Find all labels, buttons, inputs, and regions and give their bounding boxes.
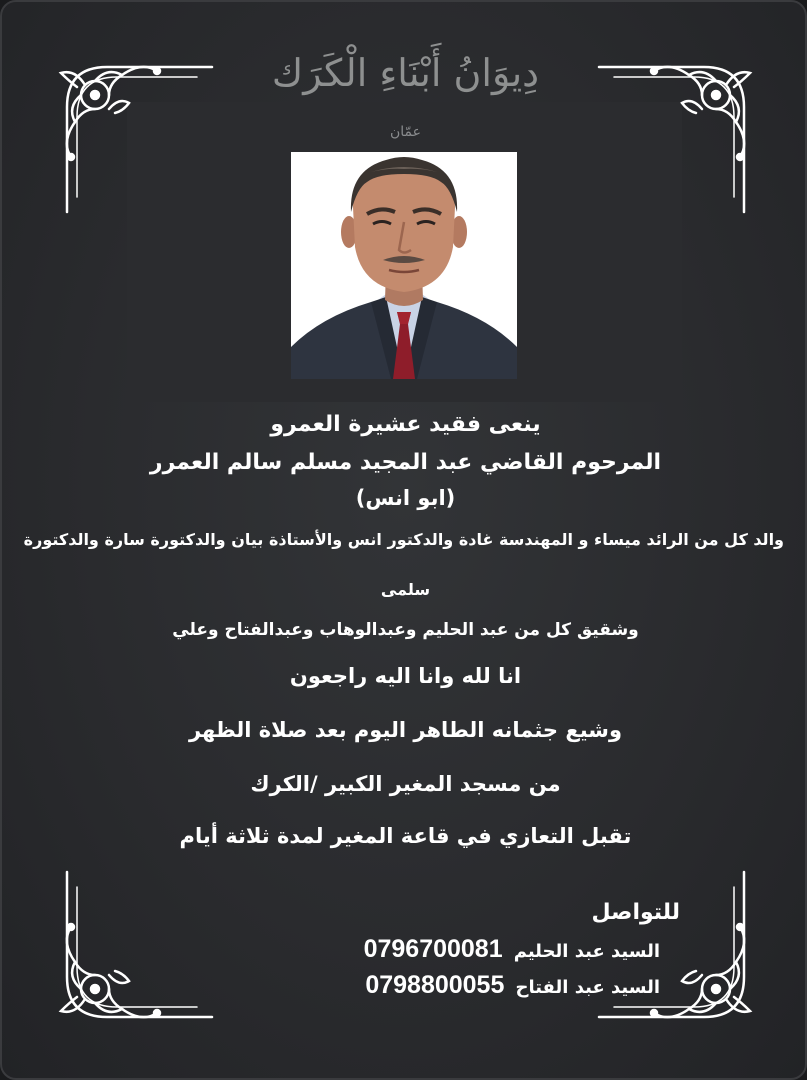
- contact-title: للتواصل: [591, 900, 680, 925]
- contact-phone[interactable]: 0798800055: [365, 971, 505, 999]
- corner-ornament-icon: [594, 47, 764, 217]
- deceased-name: المرحوم القاضي عبد المجيد مسلم سالم العمرر: [149, 450, 662, 475]
- contact-row: [302, 967, 680, 1003]
- corner-ornament-icon: [47, 867, 217, 1037]
- contact-phone[interactable]: 0796700081: [363, 935, 503, 963]
- deceased-portrait-photo: [291, 152, 517, 379]
- contact-name: السيد عبد الحليم: [513, 941, 660, 962]
- children-list-continued: سلمى: [380, 580, 431, 599]
- quran-verse: انا لله وانا اليه راجعون: [289, 664, 522, 688]
- diwan-logo: دِيوَانُ أَبْنَاءِ الْكَرَك: [271, 51, 540, 95]
- corner-ornament-icon: [47, 47, 217, 217]
- funeral-info: وشيع جثمانه الطاهر اليوم بعد صلاة الظهر: [188, 718, 622, 742]
- deceased-kunya: (ابو انس): [355, 486, 456, 510]
- mosque-info: من مسجد المغير الكبير /الكرك: [250, 772, 561, 796]
- siblings-list: وشقيق كل من عبد الحليم وعبدالوهاب وعبدالفتاح وعلي: [172, 620, 639, 640]
- condolences-info: تقبل التعازي في قاعة المغير لمدة ثلاثة أيام: [179, 824, 632, 848]
- contact-section: [302, 900, 680, 1003]
- contact-row: [302, 931, 680, 967]
- children-list: والد كل من الرائد ميساء و المهندسة غادة والدكتور انس والأستاذة بيان والدكتورة سارة والدكتورة: [23, 530, 784, 549]
- contact-name: السيد عبد الفتاح: [515, 977, 660, 998]
- announcement-line-1: ينعى فقيد عشيرة العمرو: [270, 412, 541, 437]
- city-label: عمّان: [390, 124, 421, 140]
